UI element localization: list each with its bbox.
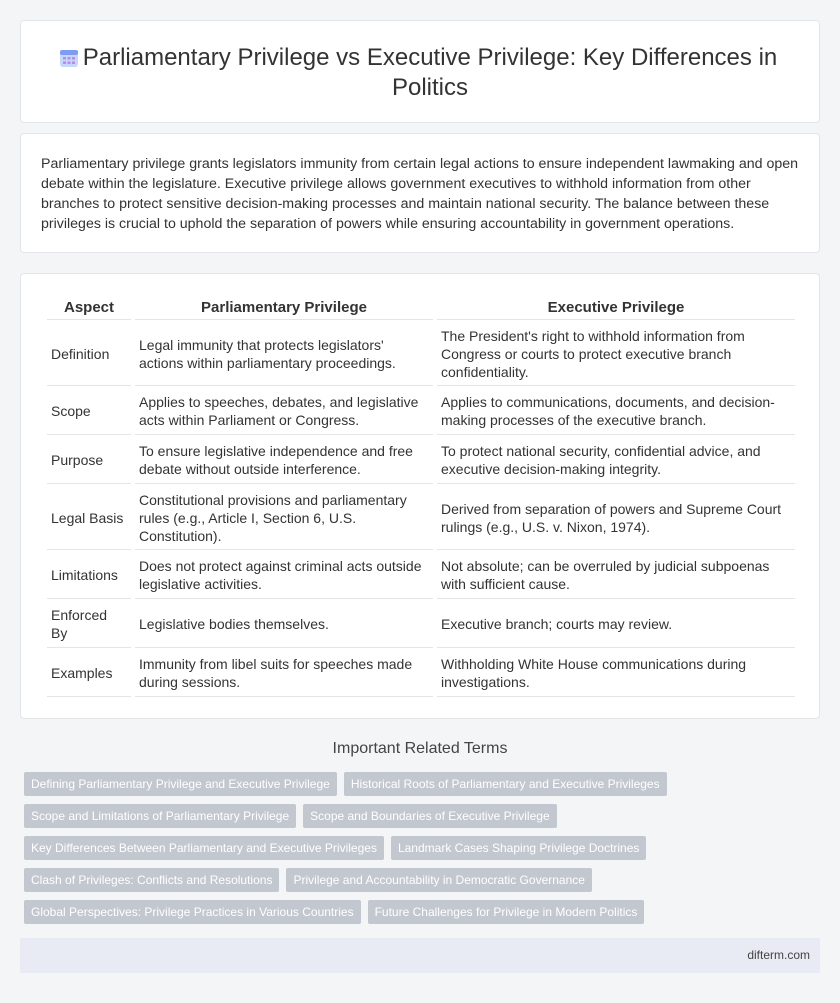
related-term-link[interactable]: Scope and Boundaries of Executive Privilege: [303, 804, 556, 828]
row-parliamentary: Does not protect against criminal acts outside legislative activities.: [135, 552, 433, 599]
related-term-link[interactable]: Historical Roots of Parliamentary and Executive Privileges: [344, 772, 667, 796]
header-card: [20, 20, 820, 123]
row-aspect: Purpose: [47, 437, 131, 484]
related-term-link[interactable]: Clash of Privileges: Conflicts and Resolutions: [24, 868, 279, 892]
table-row: [47, 650, 795, 697]
row-parliamentary: Constitutional provisions and parliamentary rules (e.g., Article I, Section 6, U.S. Constitution).: [135, 486, 433, 550]
table-row: [47, 486, 795, 550]
related-term-link[interactable]: Scope and Limitations of Parliamentary Privilege: [24, 804, 296, 828]
row-parliamentary: Legislative bodies themselves.: [135, 601, 433, 648]
related-terms-title: Important Related Terms: [332, 740, 508, 757]
header-aspect: Aspect: [47, 294, 131, 320]
row-aspect: Definition: [47, 322, 131, 386]
table-row: [47, 601, 795, 648]
row-executive: The President's right to withhold information from Congress or courts to protect executive branch confidentiality.: [437, 322, 795, 386]
related-term-link[interactable]: Key Differences Between Parliamentary and Executive Privileges: [24, 836, 384, 860]
row-executive: Executive branch; courts may review.: [437, 601, 795, 648]
row-aspect: Scope: [47, 388, 131, 435]
table-row: [47, 552, 795, 599]
related-term-link[interactable]: Privilege and Accountability in Democratic Governance: [286, 868, 591, 892]
row-executive: Derived from separation of powers and Supreme Court rulings (e.g., U.S. v. Nixon, 1974).: [437, 486, 795, 550]
row-executive: Applies to communications, documents, and decision-making processes of the executive branch.: [437, 388, 795, 435]
row-aspect: Examples: [47, 650, 131, 697]
row-executive: Withholding White House communications during investigations.: [437, 650, 795, 697]
footer: [20, 938, 820, 973]
row-aspect: Enforced By: [47, 601, 131, 648]
row-aspect: Limitations: [47, 552, 131, 599]
related-term-link[interactable]: Global Perspectives: Privilege Practices in Various Countries: [24, 900, 361, 924]
footer-site-name[interactable]: difterm.com: [747, 948, 810, 962]
comparison-table: [43, 292, 799, 699]
row-parliamentary: Immunity from libel suits for speeches made during sessions.: [135, 650, 433, 697]
row-executive: To protect national security, confidential advice, and executive decision-making integrity.: [437, 437, 795, 484]
intro-paragraph: Parliamentary privilege grants legislators immunity from certain legal actions to ensure independent lawmaking and open debate within the legislature. Executive privilege allows government executives to withhold information from other branches to protect sensitive decision-making processes and maintain national security. The balance between these privileges is crucial to uphold the separation of powers while ensuring accountability in government operations.: [41, 156, 799, 232]
page-title: Parliamentary Privilege vs Executive Privilege: Key Differences in Politics: [82, 44, 778, 101]
table-row: [47, 388, 795, 435]
header-executive: Executive Privilege: [437, 294, 795, 320]
related-terms-list: [24, 772, 824, 932]
row-parliamentary: Applies to speeches, debates, and legislative acts within Parliament or Congress.: [135, 388, 433, 435]
related-term-link[interactable]: Future Challenges for Privilege in Modern Politics: [368, 900, 645, 924]
row-aspect: Legal Basis: [47, 486, 131, 550]
row-parliamentary: To ensure legislative independence and free debate without outside interference.: [135, 437, 433, 484]
table-header-row: [47, 294, 795, 320]
comparison-card: [20, 273, 820, 719]
table-row: [47, 437, 795, 484]
related-term-link[interactable]: Landmark Cases Shaping Privilege Doctrines: [391, 836, 646, 860]
row-executive: Not absolute; can be overruled by judicial subpoenas with sufficient cause.: [437, 552, 795, 599]
header-parliamentary: Parliamentary Privilege: [135, 294, 433, 320]
table-row: [47, 322, 795, 386]
intro-card: [20, 133, 820, 253]
related-term-link[interactable]: Defining Parliamentary Privilege and Executive Privilege: [24, 772, 337, 796]
row-parliamentary: Legal immunity that protects legislators' actions within parliamentary proceedings.: [135, 322, 433, 386]
